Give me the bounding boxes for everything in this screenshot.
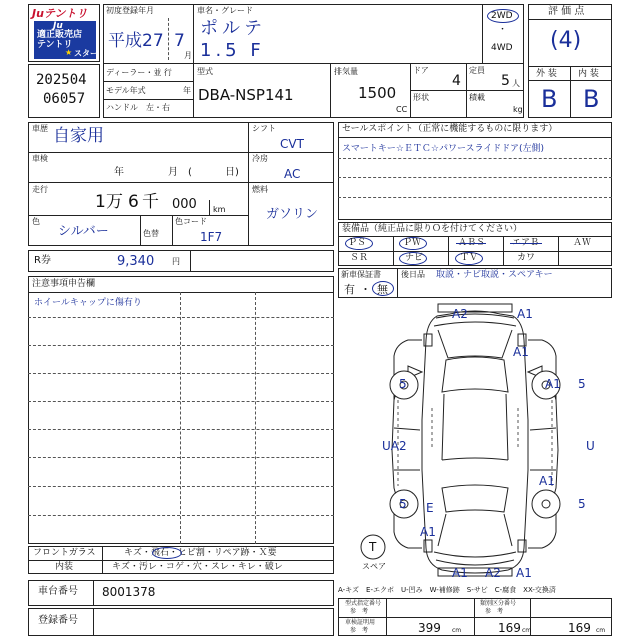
color-code: 1F7	[200, 230, 223, 244]
doors: 4	[452, 73, 461, 89]
capacity: 5	[501, 73, 510, 89]
logo-ju: Ju	[53, 21, 63, 31]
load-unit: kg	[513, 105, 523, 114]
model-year-label: モデル年式	[106, 86, 146, 95]
spare-tire-mark: T	[369, 540, 377, 554]
accessory-label: 後日品	[401, 270, 425, 279]
handle-label: ハンドル 左・右	[106, 103, 170, 112]
id-line2: 06057	[43, 91, 86, 107]
logo-star-icon: ★	[65, 48, 73, 57]
logo-store: 適正販売店	[37, 30, 83, 40]
notes-label: 注意事項申告欄	[32, 279, 96, 289]
displacement-label: 排気量	[334, 67, 358, 76]
logo-brand: Juテントリ	[32, 7, 88, 20]
type-number-ref: 参 考	[350, 608, 369, 615]
interior-grade: B	[583, 85, 600, 113]
car-grade: 1.5 F	[200, 40, 265, 61]
equip-abs: ＡＢＳ	[458, 238, 486, 248]
mileage-d1: 1	[95, 192, 106, 212]
height-unit: cm	[596, 627, 606, 634]
recycle-unit: 円	[172, 257, 180, 266]
aircon-label: 冷房	[252, 154, 268, 163]
damage-fr-a1: A1	[545, 377, 561, 391]
exterior-label: 外 装	[536, 69, 557, 79]
warranty-label: 新車保証書	[341, 270, 381, 279]
sales-point-text: スマートキー☆ＥＴＣ☆パワースライドドア(左側)	[342, 144, 544, 154]
car-name-label: 車名・グレード	[197, 6, 253, 15]
capacity-unit: 人	[512, 79, 520, 88]
equip-navi: ナビ	[405, 253, 424, 263]
equip-leather: カワ	[517, 253, 536, 263]
equip-tv: ＴＶ	[460, 253, 479, 263]
length-unit: cm	[452, 627, 462, 634]
damage-rl-5: 5	[399, 497, 407, 511]
color-change-label: 色替	[143, 229, 159, 238]
notes-line1: ホイールキャップに傷有り	[34, 298, 142, 308]
top-info	[103, 4, 524, 118]
shift: CVT	[280, 137, 304, 151]
warranty-sep: ・	[360, 283, 371, 296]
mileage-d2: 6	[128, 192, 139, 212]
car-name: ポルテ	[200, 18, 266, 39]
registration-label: 初度登録年月	[106, 6, 154, 15]
drive-2wd: 2WD	[491, 11, 513, 21]
drive-dot: ・	[498, 25, 508, 35]
model-type-label: 型式	[197, 67, 213, 76]
registration-era: 平成27	[108, 31, 164, 51]
width-unit: cm	[522, 627, 532, 634]
category-number-ref: 参 考	[485, 608, 504, 615]
mileage-u2: 千	[142, 192, 159, 212]
registration-month: 7	[174, 31, 185, 51]
damage-bot-a2: A2	[485, 566, 501, 580]
equip-pw: ＰＷ	[403, 238, 422, 248]
equip-sr: ＳＲ	[350, 253, 369, 263]
id-line1: 202504	[36, 72, 87, 88]
damage-fr-5: 5	[578, 377, 586, 391]
warranty-yes: 有	[344, 283, 355, 296]
accessory-text: 取説・ナビ取説・スペアキー	[436, 270, 553, 280]
front-glass-stone-circle	[152, 547, 182, 559]
logo	[28, 4, 100, 62]
length-ref: 参 考	[350, 627, 369, 634]
model-type: DBA-NSP141	[198, 86, 294, 104]
fuel-label: 燃料	[252, 185, 268, 194]
equipment-label: 装備品（純正品に限りＯを付けてください）	[342, 224, 523, 234]
damage-rr-a1: A1	[420, 525, 436, 539]
color-code-label: 色コード	[175, 217, 207, 226]
damage-hood-a1: A1	[513, 345, 529, 359]
inspection-paren: (	[188, 167, 192, 178]
front-glass-text: キズ・飛石・ヒビ割・リペア跡・Ｘ要	[124, 548, 277, 558]
capacity-label: 定員	[469, 66, 485, 75]
damage-trunk-a1: A1	[539, 474, 555, 488]
inspection-year: 年	[114, 167, 124, 178]
length-label: 車検証明用	[345, 619, 376, 626]
damage-right-u: U	[586, 439, 595, 453]
grade-score: (4)	[550, 28, 582, 53]
usage: 自家用	[53, 126, 104, 146]
category-number-label: 類別区分番号	[480, 600, 517, 607]
damage-left-ua2: UA2	[382, 439, 407, 453]
displacement-unit: CC	[396, 105, 408, 114]
mileage-unit: km	[213, 205, 226, 214]
damage-rl-e: E	[426, 501, 434, 515]
recycle: 9,340	[117, 254, 155, 269]
damage-rr-5: 5	[578, 497, 586, 511]
width-value: 169	[498, 621, 521, 635]
equip-ps: ＰＳ	[348, 238, 367, 248]
inspection-day: 日)	[225, 167, 239, 178]
interior-cond-label: 内装	[55, 562, 74, 572]
color-label: 色	[32, 217, 40, 226]
displacement: 1500	[358, 84, 397, 102]
interior-label: 内 装	[578, 69, 599, 79]
recycle-box	[28, 250, 334, 272]
inspection-label: 車検	[32, 154, 48, 163]
load-label: 積載	[469, 93, 485, 102]
shift-label: シフト	[252, 124, 276, 133]
warranty-no: 無	[377, 283, 388, 296]
dealer-label: ディーラー・並 行	[106, 68, 172, 77]
car-diagram	[338, 300, 612, 584]
damage-top-a2: A2	[452, 307, 468, 321]
height-value: 169	[568, 621, 591, 635]
aircon: AC	[284, 167, 301, 181]
interior-cond-text: キズ・汚レ・コゲ・穴・スレ・キレ・破レ	[112, 562, 283, 572]
front-glass-label: フロントガラス	[33, 548, 96, 558]
plate-label: 登録番号	[38, 615, 78, 626]
mileage-label: 走行	[32, 185, 48, 194]
color: シルバー	[58, 224, 109, 239]
shape-label: 形状	[413, 93, 429, 102]
id-box	[28, 64, 100, 118]
damage-fl-5: 5	[399, 377, 407, 391]
usage-label: 車歴	[32, 124, 48, 133]
grade-label: 評 価 点	[548, 6, 585, 17]
type-number-label: 型式指定番号	[345, 600, 382, 607]
registration-month-unit: 月	[184, 51, 192, 60]
model-year-unit: 年	[183, 86, 191, 95]
equip-airbag: エアＢ	[512, 238, 540, 248]
damage-bot-a1b: A1	[516, 566, 532, 580]
spare-label: スペア	[362, 562, 386, 571]
sales-point-label: セールスポイント（正常に機能するものに限ります）	[342, 124, 558, 134]
inspection-month: 月	[168, 167, 178, 178]
chassis: 8001378	[102, 585, 156, 599]
logo-star: スター	[74, 49, 98, 58]
mileage-d3: 000	[172, 197, 197, 212]
doors-label: ドア	[413, 66, 429, 75]
mileage-u1: 万	[106, 192, 123, 212]
damage-legend: A-キズ E-エクボ U-凹み W-補修跡 S-サビ C-腐食 XX-交換済	[338, 586, 556, 594]
equip-aw: ＡＷ	[573, 238, 592, 248]
fuel: ガソリン	[266, 207, 319, 222]
drive-4wd: 4WD	[491, 43, 513, 53]
damage-top-a1: A1	[517, 307, 533, 321]
chassis-label: 車台番号	[38, 586, 78, 597]
logo-tentori: テントリ	[37, 40, 73, 50]
length-value: 399	[418, 621, 441, 635]
recycle-label: R券	[34, 255, 51, 266]
damage-bot-a1a: A1	[452, 566, 468, 580]
exterior-grade: B	[541, 85, 558, 113]
